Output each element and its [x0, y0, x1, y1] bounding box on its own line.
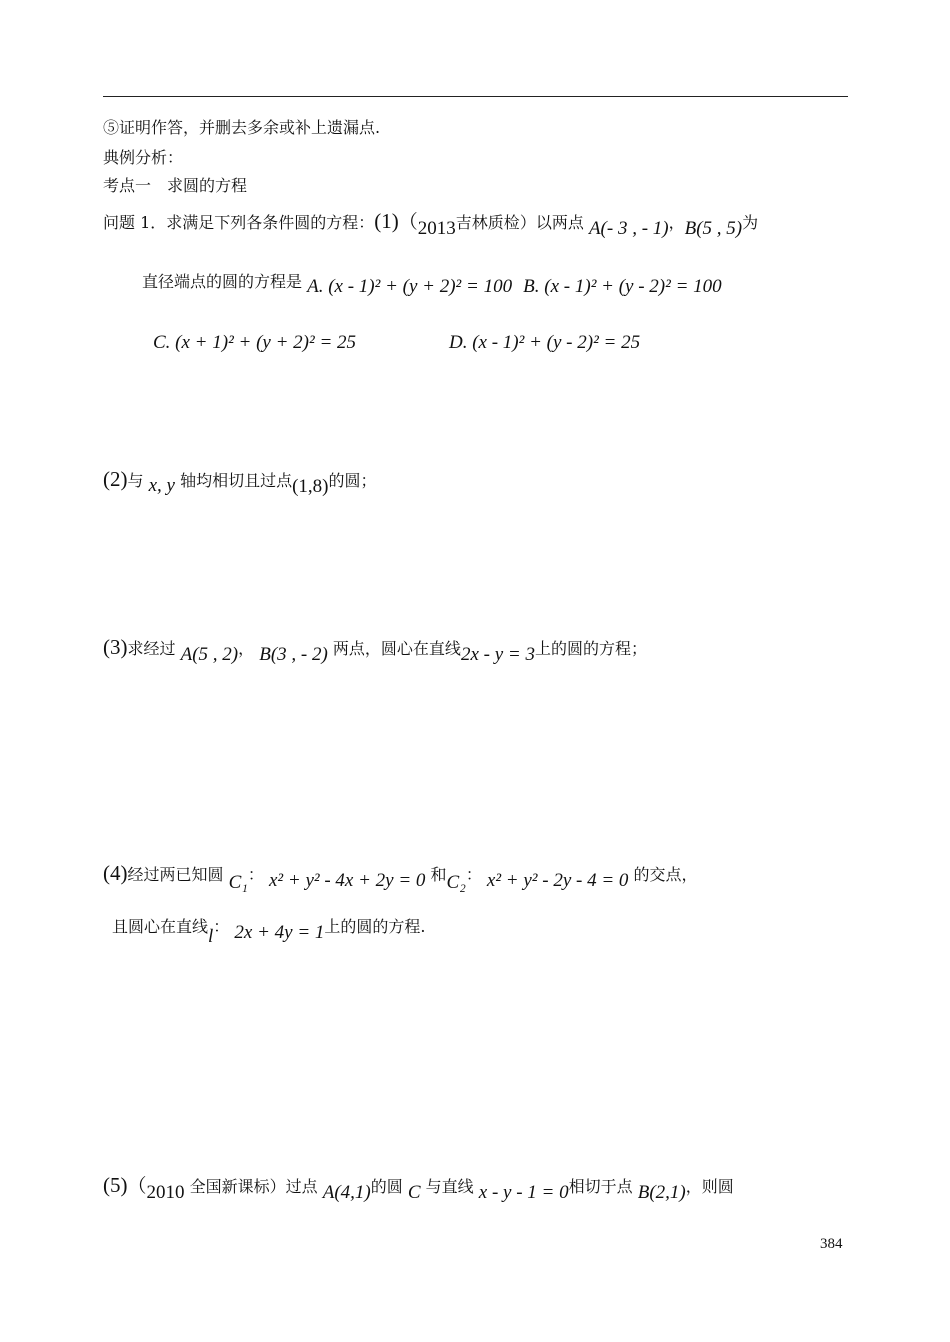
q1-option-a: A. (x - 1)² + (y + 2)² = 100 — [307, 276, 513, 297]
q5-num: (5) — [103, 1173, 128, 1197]
q2-t3: 的圆； — [328, 471, 377, 490]
q1-num: (1) — [374, 209, 399, 233]
q1-lead3: 为 — [742, 213, 759, 232]
q3-num: (3) — [103, 635, 128, 659]
intro-example: 典例分析： — [103, 148, 184, 167]
q1-option-c: C. (x + 1)² + (y + 2)² = 25 — [153, 332, 357, 353]
q2-vars: x, y — [148, 475, 175, 496]
q5-t3: 与直线 — [425, 1177, 474, 1196]
q5-circle-c: C — [407, 1182, 421, 1203]
q2-t2: 轴均相切且过点 — [180, 471, 293, 490]
q3-point-b: B(3 , - 2) — [259, 644, 328, 665]
q1-lead: 问题 1．求满足下列各条件圆的方程： — [103, 213, 375, 232]
q5-t5: ，则圆 — [685, 1177, 734, 1196]
q4-equation-3: 2x + 4y = 1 — [234, 922, 325, 943]
q2-line — [103, 467, 377, 497]
q4-t5: 上的圆的方程. — [324, 917, 426, 936]
intro-step5: ⑤证明作答，并删去多余或补上遗漏点. — [103, 118, 381, 137]
q5-t4: 相切于点 — [568, 1177, 633, 1196]
q5-line: (5)（2010 全国新课标）过点 A(4,1)的圆 C 与直线 x - y - 1 = 0相切于点 B(2,1)，则圆 — [103, 1173, 734, 1203]
q4-t4: 且圆心在直线 — [112, 917, 209, 936]
q1-point-b: B(5 , 5) — [684, 218, 743, 239]
q5-point-a: A(4,1) — [322, 1182, 371, 1203]
q5-line-eq: x - y - 1 = 0 — [478, 1182, 569, 1203]
q4-t2: 和 — [430, 865, 447, 884]
q1-point-a: A(- 3 , - 1) — [588, 218, 669, 239]
q5-point-b: B(2,1) — [637, 1182, 686, 1203]
page-number: 384 — [820, 1236, 843, 1252]
q4-t3: 的交点， — [633, 865, 698, 884]
q1-cont: 直径端点的圆的方程是 — [142, 272, 303, 291]
q2-point: (1,8) — [292, 476, 329, 497]
q4-equation-2: x² + y² - 2y - 4 = 0 — [486, 870, 629, 891]
q4-line-2: 且圆心在直线l： 2x + 4y = 1上的圆的方程. — [112, 917, 426, 947]
q4-circle-c1: C₁ — [228, 872, 248, 893]
q4-circle-c2: C₂ — [446, 872, 466, 893]
q3-t2: 两点，圆心在直线 — [332, 639, 461, 658]
header-rule — [103, 96, 848, 97]
q4-line-l: l — [208, 926, 214, 947]
q4-line: (4)经过两已知圆 C₁： x² + y² - 4x + 2y = 0 和C₂： x² + y² - 2y - 4 = 0 的交点， — [103, 861, 698, 893]
q5-t1: 过点 — [285, 1177, 318, 1196]
q1-option-d: D. (x - 1)² + (y - 2)² = 25 — [449, 332, 641, 353]
q3-line: (3)求经过 A(5 , 2)， B(3 , - 2) 两点，圆心在直线2x - y = 3上的圆的方程； — [103, 635, 647, 665]
q3-t3: 上的圆的方程； — [534, 639, 647, 658]
q4-t1: 经过两已知圆 — [127, 865, 224, 884]
q3-t1: 求经过 — [127, 639, 176, 658]
q1-cont-line — [142, 272, 722, 297]
q5-source-year: 2010 — [146, 1182, 185, 1203]
q3-point-a: A(5 , 2) — [180, 644, 239, 665]
q2-t1: 与 — [127, 471, 144, 490]
intro-topic: 考点一 求圆的方程 — [103, 176, 248, 195]
q1-source-year: 2013 — [417, 218, 456, 239]
q5-source-name: 全国新课标 — [189, 1177, 270, 1196]
q1-option-b: B. (x - 1)² + (y - 2)² = 100 — [523, 276, 722, 297]
q4-num: (4) — [103, 861, 128, 885]
q1-lead2: 以两点 — [535, 213, 584, 232]
q3-line-eq: 2x - y = 3 — [460, 644, 535, 665]
q4-equation-1: x² + y² - 4x + 2y = 0 — [269, 870, 426, 891]
q5-t2: 的圆 — [370, 1177, 403, 1196]
q2-num: (2) — [103, 467, 128, 491]
q1-line: 问题 1．求满足下列各条件圆的方程：(1)（2013吉林质检）以两点 A(- 3 , - 1)，B(5 , 5)为 — [103, 209, 759, 239]
q1-source-name: 吉林质检 — [455, 213, 520, 232]
